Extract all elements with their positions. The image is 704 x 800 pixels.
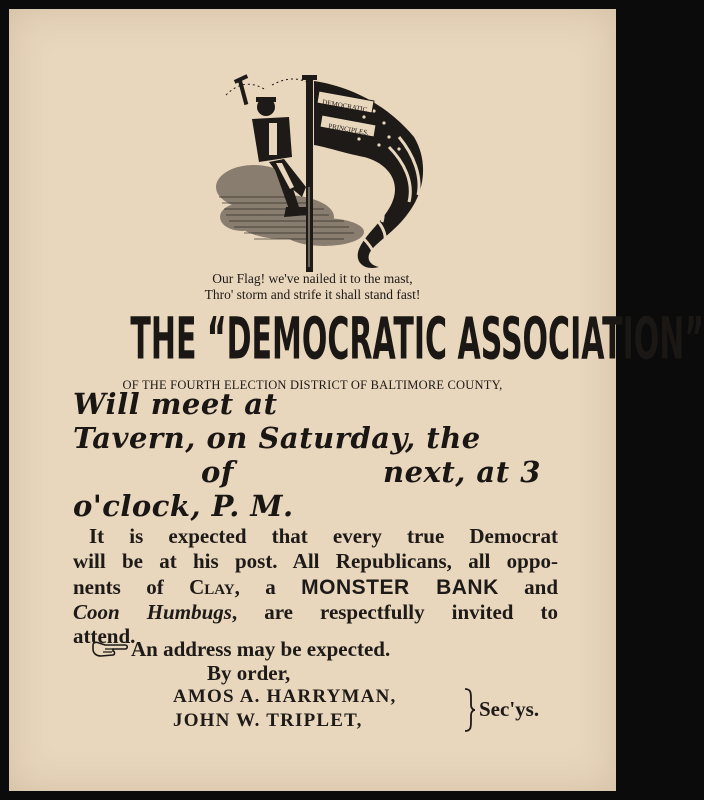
meeting-line-3-of: of (201, 455, 234, 489)
meeting-line-4: o'clock, P. M. (73, 489, 294, 523)
clay-name: Clay (189, 575, 235, 599)
secretary-name-1: AMOS A. HARRYMAN, (173, 686, 397, 707)
flag-banner-text: DEMOCRATIC (321, 98, 368, 114)
caption-line-2: Thro' storm and strife it shall stand fast! (204, 287, 421, 302)
body-line-3: nents of Clay, a MONSTER BANK and (73, 575, 559, 599)
notice-text: An address may be expected. (131, 637, 391, 661)
broadside-sheet (9, 9, 704, 791)
body-line-1: It is expected that every true Democrat (89, 524, 558, 548)
pointing-hand-icon (91, 639, 129, 659)
headline: THE “DEMOCRATIC ASSOCIATION” (130, 305, 704, 373)
meeting-line-2: Tavern, on Saturday, the (73, 421, 481, 455)
flag-banner-text: PRINCIPLES. (327, 122, 370, 138)
body-line-4: Coon Humbugs, are respectfully invited to (73, 600, 558, 624)
body-line-2: will be at his post. All Republicans, all oppo- (73, 549, 558, 573)
meeting-line-3-next: next, at 3 (383, 455, 541, 489)
by-order: By order, (207, 661, 291, 685)
body-line-5: attend. (73, 624, 136, 648)
secretary-name-2: JOHN W. TRIPLET, (173, 710, 363, 731)
sailor-nailing-flag-icon (214, 67, 434, 272)
coon-humbugs: Coon Humbugs (73, 600, 232, 624)
caption-line-1: Our Flag! we've nailed it to the mast, (212, 271, 413, 286)
brace-icon (461, 687, 477, 733)
monster-bank: MONSTER BANK (301, 576, 499, 599)
meeting-line-1: Will meet at (73, 387, 278, 421)
secretaries-role: Sec'ys. (479, 697, 540, 721)
subhead: OF THE FOURTH ELECTION DISTRICT OF BALTIMORE COUNTY, (122, 378, 503, 392)
